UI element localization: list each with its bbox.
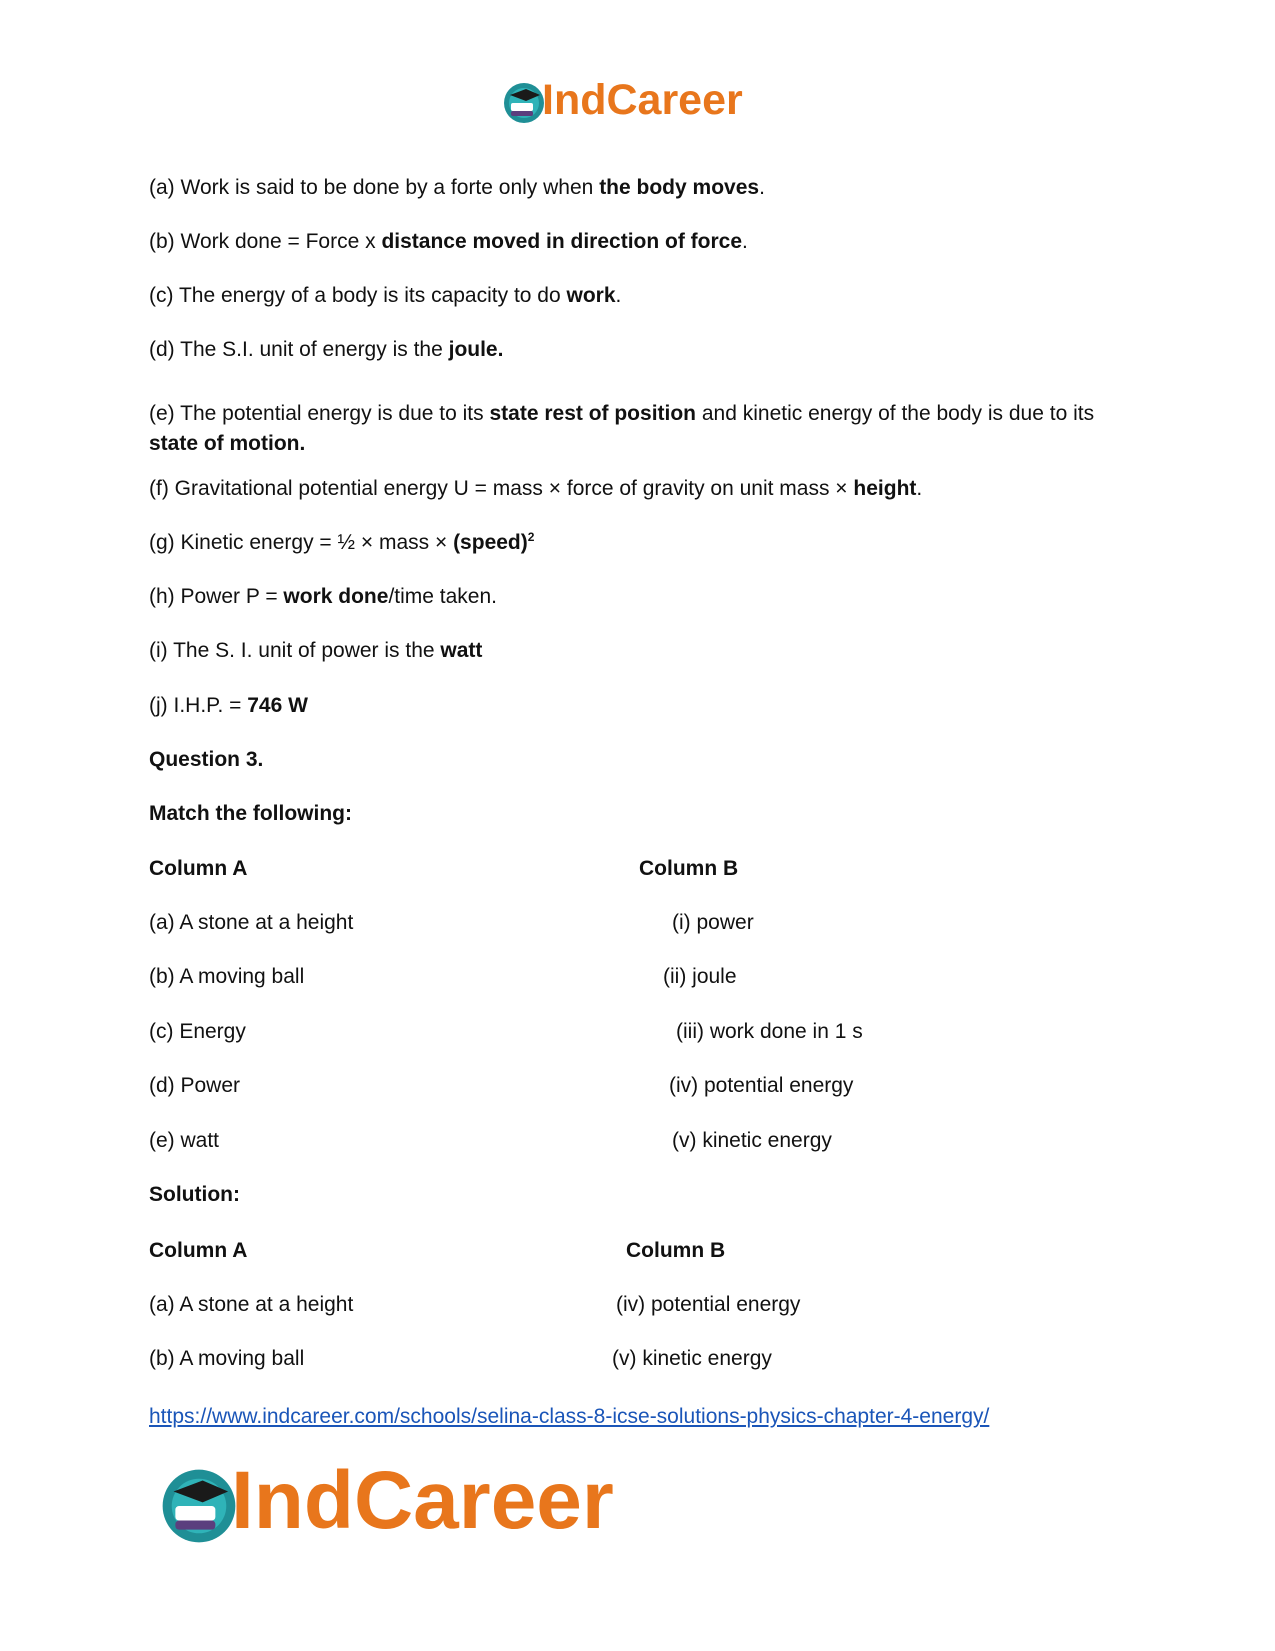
question-col-a-item: (e) watt [149,1129,220,1152]
question-col-b-item: (iii) work done in 1 s [676,1020,863,1043]
question-instruction: Match the following: [149,802,352,825]
question-col-a-item: (d) Power [149,1074,241,1097]
question-col-a-item: (c) Energy [149,1020,246,1043]
statement-e: (e) The potential energy is due to its state rest of position and kinetic energy of the body is due to its state of motion. [149,402,1095,455]
statement-g: (g) Kinetic energy = ½ × mass × (speed)$^2$ [149,530,535,554]
solution-col-a-item: (a) A stone at a height [149,1293,354,1316]
indcareer-logo-top [502,78,772,128]
question-col-b-item: (iv) potential energy [669,1074,854,1097]
statement-i: (i) The S. I. unit of power is the watt [149,639,483,662]
statement-h: (h) Power P = work done/time taken. [149,585,497,608]
solution-title: Solution: [149,1183,240,1206]
question-col-a-item: (a) A stone at a height [149,911,354,934]
solution-col-b-item: (v) kinetic energy [612,1347,772,1370]
question-col-b-item: (i) power [672,911,754,934]
indcareer-logo-bottom [157,1455,697,1554]
solution-col-a-item: (b) A moving ball [149,1347,305,1370]
question-col-b-item: (v) kinetic energy [672,1129,832,1152]
logo-wordmark: IndCareer [542,76,743,124]
question-title: Question 3. [149,748,264,771]
solution-col-b-item: (iv) potential energy [616,1293,801,1316]
statement-b: (b) Work done = Force x distance moved in direction of force. [149,230,748,253]
source-link[interactable]: https://www.indcareer.com/schools/selina-class-8-icse-solutions-physics-chapter-4-energy/ [149,1405,990,1428]
question-col-b-item: (ii) joule [663,965,737,988]
question-col-a-item: (b) A moving ball [149,965,305,988]
solution-col-b-header: Column B [626,1239,726,1262]
statement-j: (j) I.H.P. = 746 W [149,694,308,717]
logo-globe-icon [159,1466,239,1546]
question-col-a-header: Column A [149,857,248,880]
statement-d: (d) The S.I. unit of energy is the joule. [149,338,504,361]
question-col-b-header: Column B [639,857,739,880]
statement-f: (f) Gravitational potential energy U = mass × force of gravity on unit mass × height. [149,477,923,500]
statement-a: (a) Work is said to be done by a forte only when the body moves. [149,176,765,199]
solution-col-a-header: Column A [149,1239,248,1262]
statement-c: (c) The energy of a body is its capacity to do work. [149,284,622,307]
logo-wordmark: IndCareer [231,1455,614,1546]
logo-globe-icon [502,81,546,125]
